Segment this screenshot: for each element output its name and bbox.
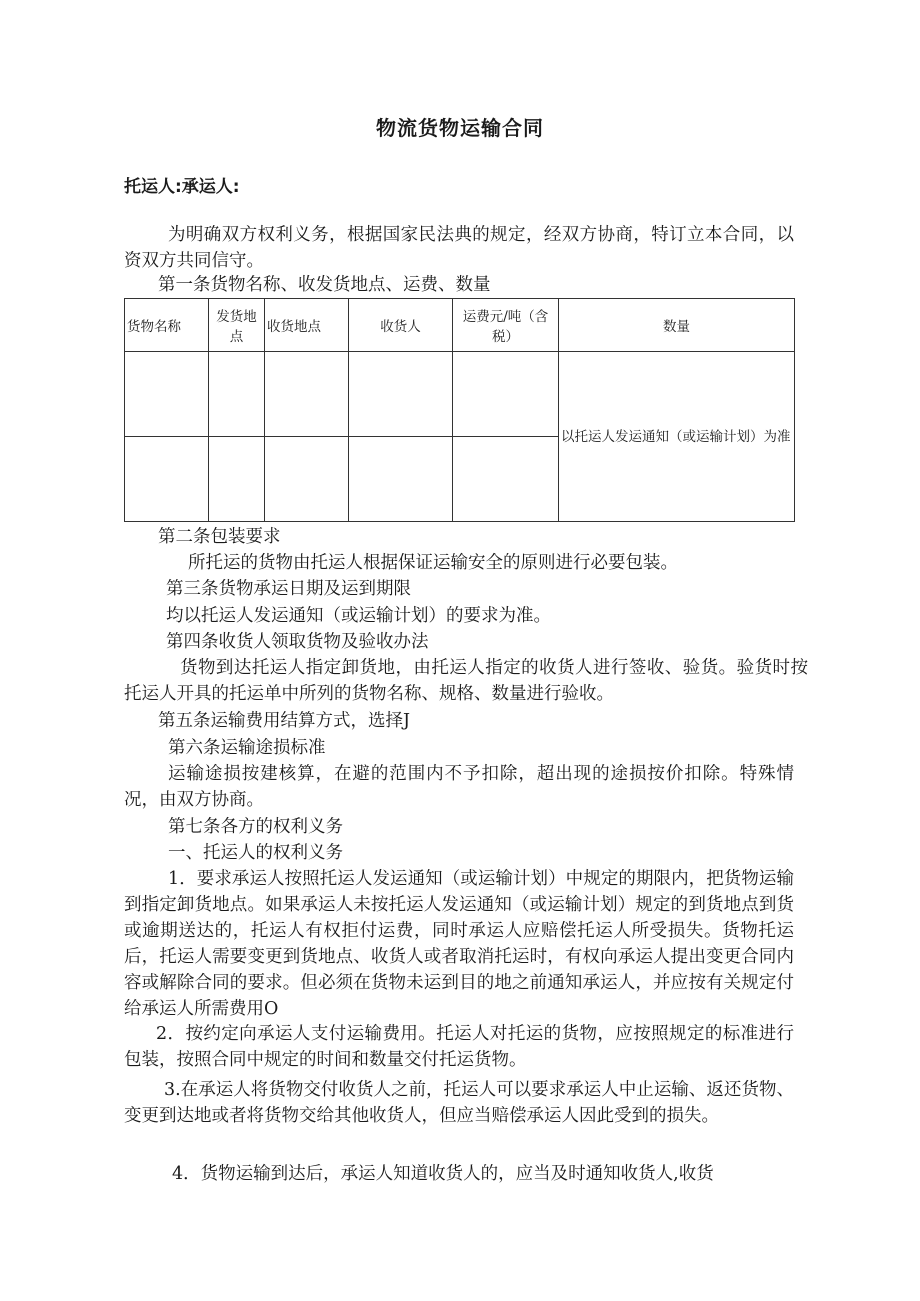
document-title: 物流货物运输合同 [376, 116, 544, 140]
article4-heading: 第四条收货人领取货物及验收办法 [166, 632, 429, 652]
goods-table [124, 298, 795, 522]
article5-heading: 第五条运输费用结算方式，选择J [158, 711, 411, 731]
article3-text: 均以托运人发运通知（或运输计划）的要求为准。 [166, 606, 551, 626]
table-cell [265, 352, 349, 437]
table-cell [453, 352, 559, 437]
article3-heading: 第三条货物承运日期及运到期限 [166, 579, 411, 599]
article7-heading: 第七条各方的权利义务 [168, 817, 343, 837]
article2-heading: 第二条包装要求 [158, 527, 281, 547]
table-cell [453, 437, 559, 522]
table-cell [209, 352, 265, 437]
quantity-note-cell: 以托运人发运通知（或运输计划）为准 [559, 352, 795, 522]
table-cell [125, 352, 209, 437]
table-row [125, 352, 795, 437]
table-header-row [125, 299, 795, 352]
header-cell: 数量 [559, 299, 795, 352]
article2-text: 所托运的货物由托运人根据保证运输安全的原则进行必要包装。 [188, 553, 678, 573]
article7-item4: 4．货物运输到达后，承运人知道收货人的，应当及时通知收货人,收货 [172, 1164, 714, 1184]
article7-sub1: 一、托运人的权利义务 [168, 843, 343, 863]
header-cell: 货物名称 [125, 299, 209, 352]
intro-paragraph: 为明确双方权利义务，根据国家民法典的规定，经双方协商，特订立本合同，以资双方共同信守。 [124, 225, 794, 271]
article4-text: 货物到达托运人指定卸货地，由托运人指定的收货人进行签收、验货。验货时按托运人开具的托运单中所列的货物名称、规格、数量进行验收。 [124, 658, 808, 704]
parties-line: 托运人:承运人: [124, 177, 240, 197]
article7-item2: 2．按约定向承运人支付运输费用。托运人对托运的货物，应按照规定的标准进行包装，按照合同中规定的时间和数量交付托运货物。 [124, 1024, 794, 1070]
header-cell: 收货地点 [265, 299, 349, 352]
article6-heading: 第六条运输途损标准 [168, 738, 326, 758]
article7-item3: 3.在承运人将货物交付收货人之前，托运人可以要求承运人中止运输、返还货物、变更到达地或者将货物交给其他收货人，但应当赔偿承运人因此受到的损失。 [124, 1080, 794, 1126]
header-cell: 发货地点 [209, 299, 265, 352]
table-cell [125, 437, 209, 522]
header-cell: 运费元/吨（含税） [453, 299, 559, 352]
table-cell [209, 437, 265, 522]
table-cell [349, 437, 453, 522]
header-cell: 收货人 [349, 299, 453, 352]
article1-heading: 第一条货物名称、收发货地点、运费、数量 [158, 275, 491, 295]
article6-text: 运输途损按建核算，在避的范围内不予扣除，超出现的途损按价扣除。特殊情况，由双方协商。 [124, 764, 794, 810]
article7-item1: 1．要求承运人按照托运人发运通知（或运输计划）中规定的期限内，把货物运输到指定卸货地点。如果承运人未按托运人发运通知（或运输计划）规定的到货地点到货或逾期送达的，托运人有权拒付运费，同时承运人应赔偿托运人所受损失。货物托运后，托运人需要变更到货地点、收货人或者取消托运时，有权向承运人提出变更合同内容或解除合同的要求。但必须在货物未运到目的地之前通知承运人，并应按有关规定付给承运人所需费用O [124, 869, 794, 1019]
table-cell [265, 437, 349, 522]
table-cell [349, 352, 453, 437]
